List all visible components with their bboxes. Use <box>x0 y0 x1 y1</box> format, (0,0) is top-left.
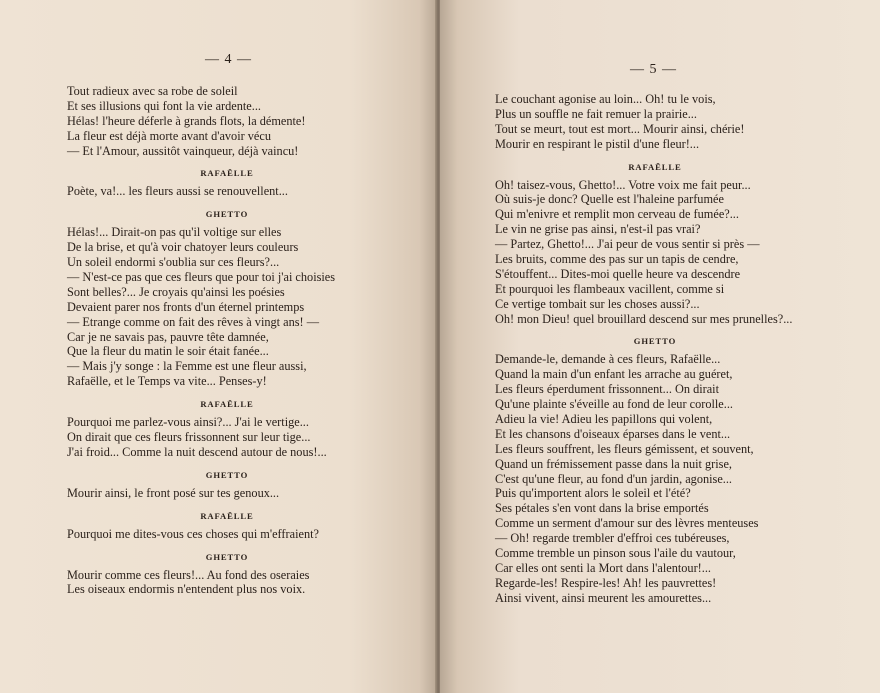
verse-line: Comme tremble un pinson sous l'aile du vautour, <box>495 546 736 561</box>
speaker-name: GHETTO <box>633 336 677 347</box>
verse-line: Et ses illusions qui font la vie ardente... <box>67 98 261 113</box>
verse-line: De la brise, et qu'à voir chatoyer leurs couleurs <box>67 240 299 255</box>
verse-line: — N'est-ce pas que ces fleurs que pour toi j'ai choisies <box>67 270 336 285</box>
left-page <box>0 0 437 693</box>
verse-line: Plus un souffle ne fait remuer la prairie... <box>495 106 697 121</box>
verse-line: Devaient parer nos fronts d'un éternel printemps <box>67 299 305 314</box>
verse-line: Car je ne savais pas, pauvre tête damnée, <box>67 329 269 344</box>
speaker-name: GHETTO <box>205 551 249 562</box>
verse-line: Puis qu'importent alors le soleil et l'été? <box>495 486 691 501</box>
verse-line: Les fleurs éperdument frissonnent... On dirait <box>495 382 720 397</box>
verse-line: — Oh! regarde trembler d'effroi ces tubéreuses, <box>495 531 730 546</box>
verse-line: Les bruits, comme des pas sur un tapis de cendre, <box>495 252 739 267</box>
verse-line: Que la fleur du matin le soir était fanée... <box>67 344 269 359</box>
verse-line: Tout radieux avec sa robe de soleil <box>67 84 238 98</box>
verse-line: Quand la main d'un enfant les arrache au guéret, <box>495 367 733 382</box>
verse-line: Et les chansons d'oiseaux éparses dans le vent... <box>495 426 731 441</box>
verse-line: Car elles ont senti la Mort dans l'alentour!... <box>495 560 711 575</box>
verse-line: Hélas!... Dirait-on pas qu'il voltige sur elles <box>67 225 282 240</box>
verse-line: Et pourquoi les flambeaux vacillent, comme si <box>495 281 725 296</box>
speaker-name: GHETTO <box>205 209 249 220</box>
verse-line: — Mais j'y songe : la Femme est une fleur aussi, <box>67 359 307 374</box>
verse-line: Pourquoi me parlez-vous ainsi?... J'ai le vertige... <box>67 415 309 430</box>
page-number-right: — 5 — <box>630 62 677 77</box>
verse-line: Quand un frémissement passe dans la nuit grise, <box>495 456 733 471</box>
verse-line: Mourir comme ces fleurs!... Au fond des oseraies <box>67 567 310 582</box>
verse-line: Tout se meurt, tout est mort... Mourir ainsi, chérie! <box>495 121 745 136</box>
verse-line: Rafaëlle, et le Temps va vite... Penses-y! <box>67 374 267 389</box>
speaker-name: RAFAËLLE <box>200 510 254 521</box>
verse-line: Sont belles?... Je croyais qu'ainsi les poésies <box>67 284 285 299</box>
speaker-name: RAFAËLLE <box>628 161 682 172</box>
speaker-name: RAFAËLLE <box>200 168 254 179</box>
verse-line: C'est qu'une fleur, au fond d'un jardin, agonise... <box>495 471 733 486</box>
verse-line: Oh! taisez-vous, Ghetto!... Votre voix me fait peur... <box>495 177 751 192</box>
left-page-text <box>67 84 407 597</box>
verse-line: Où suis-je donc? Quelle est l'haleine parfumée <box>495 192 724 207</box>
verse-line: — Partez, Ghetto!... J'ai peur de vous sentir si près — <box>495 237 760 252</box>
verse-line: Le vin ne grise pas ainsi, n'est-il pas vrai? <box>495 222 701 237</box>
verse-line: Qu'une plainte s'éveille au fond de leur corolle... <box>495 397 733 412</box>
verse-line: J'ai froid... Comme la nuit descend autour de nous!... <box>67 444 327 459</box>
verse-line: Ainsi vivent, ainsi meurent les amourettes... <box>495 590 712 605</box>
verse-line: Regarde-les! Respire-les! Ah! les pauvrettes! <box>495 575 717 590</box>
verse-line: Qui m'enivre et remplit mon cerveau de fumée?... <box>495 207 739 222</box>
verse-line: Ses pétales s'en vont dans la brise emportés <box>495 501 709 516</box>
verse-line: Oh! mon Dieu! quel brouillard descend sur mes prunelles?... <box>495 311 793 326</box>
verse-line: Un soleil endormi s'oublia sur ces fleurs?... <box>67 255 280 270</box>
verse-line: Demande-le, demande à ces fleurs, Rafaëlle... <box>495 352 721 367</box>
speaker-name: RAFAËLLE <box>200 399 254 410</box>
page-number-left: — 4 — <box>205 52 252 67</box>
verse-line: Hélas! l'heure déferle à grands flots, la démente! <box>67 113 306 128</box>
right-page-text <box>495 92 855 606</box>
verse-line: Poète, va!... les fleurs aussi se renouvellent... <box>67 184 288 199</box>
verse-line: Le couchant agonise au loin... Oh! tu le vois, <box>495 92 716 106</box>
speaker-name: GHETTO <box>205 469 249 480</box>
verse-line: La fleur est déjà morte avant d'avoir vécu <box>67 128 271 143</box>
verse-line: — Et l'Amour, aussitôt vainqueur, déjà vaincu! <box>67 143 299 158</box>
verse-line: — Etrange comme on fait des rêves à vingt ans! — <box>67 314 320 329</box>
right-page <box>440 0 880 693</box>
verse-line: Les oiseaux endormis n'entendent plus nos voix. <box>67 582 306 597</box>
verse-line: Pourquoi me dites-vous ces choses qui m'effraient? <box>67 526 319 541</box>
verse-line: Adieu la vie! Adieu les papillons qui volent, <box>495 412 713 427</box>
verse-line: S'étouffent... Dites-moi quelle heure va descendre <box>495 266 741 281</box>
verse-line: Les fleurs souffrent, les fleurs gémissent, et souvent, <box>495 441 754 456</box>
verse-line: On dirait que ces fleurs frissonnent sur leur tige... <box>67 430 311 445</box>
verse-line: Comme un serment d'amour sur des lèvres menteuses <box>495 516 759 531</box>
verse-line: Ce vertige tombait sur les choses aussi?... <box>495 296 700 311</box>
verse-line: Mourir ainsi, le front posé sur tes genoux... <box>67 485 280 500</box>
verse-line: Mourir en respirant le pistil d'une fleur!... <box>495 136 700 151</box>
